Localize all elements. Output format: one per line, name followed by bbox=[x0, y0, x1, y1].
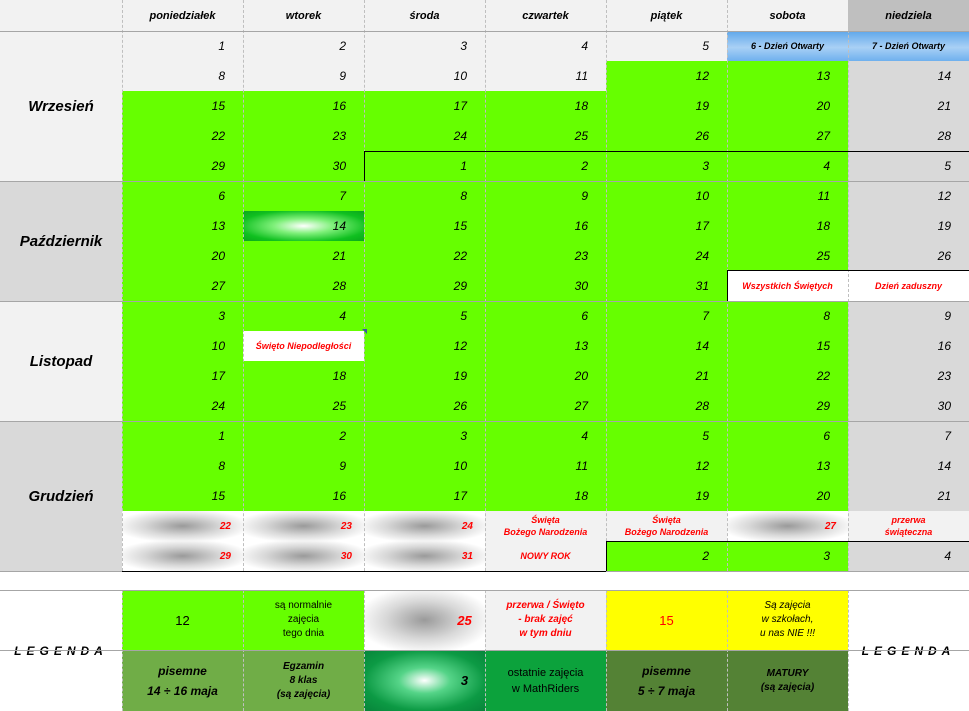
september-end-vborder bbox=[364, 151, 365, 181]
month-divider bbox=[0, 421, 969, 422]
day-cell-december-r0-c6: 7 bbox=[848, 421, 969, 451]
day-cell-october-r3-c1: 28 bbox=[243, 271, 364, 301]
day-cell-october-r0-c2: 8 bbox=[364, 181, 485, 211]
day-cell-september-r4-c2: 1 bbox=[364, 151, 485, 181]
day-cell-november-r1-c0: 10 bbox=[122, 331, 243, 361]
day-cell-december-r2-c3: 18 bbox=[485, 481, 606, 511]
day-cell-december-r0-c4: 5 bbox=[606, 421, 727, 451]
day-cell-september-r0-c0: 1 bbox=[122, 31, 243, 61]
day-cell-september-r3-c0: 22 bbox=[122, 121, 243, 151]
day-cell-november-r2-c4: 21 bbox=[606, 361, 727, 391]
day-cell-october-r0-c5: 11 bbox=[727, 181, 848, 211]
day-cell-september-r0-c3: 4 bbox=[485, 31, 606, 61]
day-cell-december-r3-c0: 22 bbox=[122, 511, 243, 541]
legend-holiday-desc: przerwa / Święto - brak zajęć w tym dniu bbox=[485, 590, 606, 650]
day-cell-november-r3-c1: 25 bbox=[243, 391, 364, 421]
day-cell-october-r3-c3: 30 bbox=[485, 271, 606, 301]
day-cell-october-r2-c6: 26 bbox=[848, 241, 969, 271]
legend-middle-border bbox=[0, 650, 969, 651]
day-cell-november-r0-c0: 3 bbox=[122, 301, 243, 331]
month-label-december: Grudzień bbox=[0, 421, 122, 571]
day-cell-october-r0-c3: 9 bbox=[485, 181, 606, 211]
day-cell-november-r1-c5: 15 bbox=[727, 331, 848, 361]
day-cell-december-r1-c1: 9 bbox=[243, 451, 364, 481]
day-cell-december-r2-c1: 16 bbox=[243, 481, 364, 511]
day-cell-october-r3-c0: 27 bbox=[122, 271, 243, 301]
day-cell-november-r2-c2: 19 bbox=[364, 361, 485, 391]
day-cell-november-r0-c3: 6 bbox=[485, 301, 606, 331]
day-cell-november-r2-c0: 17 bbox=[122, 361, 243, 391]
day-cell-november-r1-c2: 12 bbox=[364, 331, 485, 361]
day-cell-december-r3-c6: przerwa świąteczna bbox=[848, 511, 969, 541]
day-cell-september-r1-c3: 11 bbox=[485, 61, 606, 91]
day-cell-september-r1-c0: 8 bbox=[122, 61, 243, 91]
day-cell-december-r3-c3: Święta Bożego Narodzenia bbox=[485, 511, 606, 541]
legend-matura-written: pisemne 5 ÷ 7 maja bbox=[606, 650, 727, 711]
day-cell-december-r4-c5: 3 bbox=[727, 541, 848, 571]
december-end-border bbox=[606, 541, 969, 542]
day-cell-december-r0-c2: 3 bbox=[364, 421, 485, 451]
day-cell-december-r2-c0: 15 bbox=[122, 481, 243, 511]
day-cell-september-r4-c4: 3 bbox=[606, 151, 727, 181]
day-cell-november-r0-c4: 7 bbox=[606, 301, 727, 331]
day-cell-october-r2-c4: 24 bbox=[606, 241, 727, 271]
month-label-october: Październik bbox=[0, 181, 122, 301]
day-cell-november-r0-c2: 5 bbox=[364, 301, 485, 331]
day-cell-december-r4-c1: 30 bbox=[243, 541, 364, 571]
day-cell-october-r0-c0: 6 bbox=[122, 181, 243, 211]
day-cell-december-r3-c5: 27 bbox=[727, 511, 848, 541]
day-cell-october-r1-c3: 16 bbox=[485, 211, 606, 241]
day-cell-september-r1-c5: 13 bbox=[727, 61, 848, 91]
legend-last-sample: 3 bbox=[364, 650, 485, 711]
day-cell-september-r2-c6: 21 bbox=[848, 91, 969, 121]
day-cell-september-r0-c4: 5 bbox=[606, 31, 727, 61]
month-divider bbox=[0, 31, 969, 32]
day-cell-october-r0-c4: 10 bbox=[606, 181, 727, 211]
day-cell-september-r3-c3: 25 bbox=[485, 121, 606, 151]
day-cell-december-r2-c4: 19 bbox=[606, 481, 727, 511]
legend-matura-name: MATURY (są zajęcia) bbox=[727, 650, 848, 711]
day-cell-october-r2-c1: 21 bbox=[243, 241, 364, 271]
day-cell-september-r1-c1: 9 bbox=[243, 61, 364, 91]
day-cell-december-r4-c0: 29 bbox=[122, 541, 243, 571]
day-header-fri: piątek bbox=[606, 0, 727, 31]
day-cell-september-r2-c1: 16 bbox=[243, 91, 364, 121]
day-cell-november-r3-c4: 28 bbox=[606, 391, 727, 421]
day-cell-december-r1-c5: 13 bbox=[727, 451, 848, 481]
day-cell-november-r2-c5: 22 bbox=[727, 361, 848, 391]
december-bottom-border bbox=[122, 571, 606, 572]
legend-exam8-written: pisemne 14 ÷ 16 maja bbox=[122, 650, 243, 711]
september-end-border bbox=[364, 151, 969, 152]
day-cell-september-r2-c5: 20 bbox=[727, 91, 848, 121]
legend-normal-desc: są normalnie zajęcia tego dnia bbox=[243, 590, 364, 650]
day-header-wed: środa bbox=[364, 0, 485, 31]
day-cell-october-r2-c3: 23 bbox=[485, 241, 606, 271]
day-cell-december-r3-c4: Święta Bożego Narodzenia bbox=[606, 511, 727, 541]
day-cell-september-r4-c1: 30 bbox=[243, 151, 364, 181]
day-cell-december-r1-c3: 11 bbox=[485, 451, 606, 481]
day-header-thu: czwartek bbox=[485, 0, 606, 31]
day-cell-december-r0-c1: 2 bbox=[243, 421, 364, 451]
month-divider bbox=[0, 181, 969, 182]
column-divider bbox=[122, 0, 123, 571]
day-cell-september-r1-c6: 14 bbox=[848, 61, 969, 91]
day-cell-october-r2-c5: 25 bbox=[727, 241, 848, 271]
legend-label-right: LEGENDA bbox=[848, 590, 969, 711]
day-cell-november-r2-c1: 18 bbox=[243, 361, 364, 391]
day-cell-october-r2-c2: 22 bbox=[364, 241, 485, 271]
day-cell-december-r3-c2: 24 bbox=[364, 511, 485, 541]
day-cell-september-r2-c0: 15 bbox=[122, 91, 243, 121]
month-label-november: Listopad bbox=[0, 301, 122, 421]
day-cell-october-r3-c2: 29 bbox=[364, 271, 485, 301]
day-cell-november-r3-c0: 24 bbox=[122, 391, 243, 421]
day-cell-october-r1-c0: 13 bbox=[122, 211, 243, 241]
day-cell-september-r0-c6: 7 - Dzień Otwarty bbox=[848, 31, 969, 61]
day-cell-december-r0-c0: 1 bbox=[122, 421, 243, 451]
day-cell-september-r3-c2: 24 bbox=[364, 121, 485, 151]
day-cell-october-r2-c0: 20 bbox=[122, 241, 243, 271]
day-cell-october-r1-c6: 19 bbox=[848, 211, 969, 241]
day-cell-december-r4-c6: 4 bbox=[848, 541, 969, 571]
day-cell-november-r2-c6: 23 bbox=[848, 361, 969, 391]
column-divider bbox=[485, 0, 486, 571]
day-cell-november-r3-c3: 27 bbox=[485, 391, 606, 421]
day-cell-december-r2-c2: 17 bbox=[364, 481, 485, 511]
day-cell-december-r0-c5: 6 bbox=[727, 421, 848, 451]
day-cell-december-r1-c6: 14 bbox=[848, 451, 969, 481]
day-cell-november-r1-c1: Święto Niepodległości bbox=[243, 331, 364, 361]
legend-top-border bbox=[0, 590, 969, 591]
day-cell-september-r2-c2: 17 bbox=[364, 91, 485, 121]
day-cell-november-r0-c1: 4 bbox=[243, 301, 364, 331]
day-cell-november-r3-c5: 29 bbox=[727, 391, 848, 421]
day-cell-october-r3-c6: Dzień zaduszny bbox=[848, 271, 969, 301]
october-end-border bbox=[727, 270, 969, 271]
day-cell-december-r2-c5: 20 bbox=[727, 481, 848, 511]
day-cell-december-r1-c4: 12 bbox=[606, 451, 727, 481]
day-cell-september-r3-c5: 27 bbox=[727, 121, 848, 151]
legend-school-only-desc: Są zajęcia w szkołach, u nas NIE !!! bbox=[727, 590, 848, 650]
day-cell-december-r1-c0: 8 bbox=[122, 451, 243, 481]
legend-holiday-sample: 25 bbox=[364, 590, 485, 650]
day-cell-september-r4-c5: 4 bbox=[727, 151, 848, 181]
day-cell-november-r0-c5: 8 bbox=[727, 301, 848, 331]
day-cell-september-r0-c1: 2 bbox=[243, 31, 364, 61]
day-cell-december-r4-c2: 31 bbox=[364, 541, 485, 571]
day-cell-december-r3-c1: 23 bbox=[243, 511, 364, 541]
day-cell-september-r4-c3: 2 bbox=[485, 151, 606, 181]
legend-exam8-name: Egzamin 8 klas (są zajęcia) bbox=[243, 650, 364, 711]
month-divider bbox=[0, 301, 969, 302]
legend-last-desc: ostatnie zajęcia w MathRiders bbox=[485, 650, 606, 711]
legend-normal-sample: 12 bbox=[122, 590, 243, 650]
month-label-september: Wrzesień bbox=[0, 31, 122, 181]
day-cell-december-r0-c3: 4 bbox=[485, 421, 606, 451]
day-header-mon: poniedziałek bbox=[122, 0, 243, 31]
day-cell-december-r1-c2: 10 bbox=[364, 451, 485, 481]
day-cell-september-r0-c5: 6 - Dzień Otwarty bbox=[727, 31, 848, 61]
column-divider bbox=[848, 0, 849, 571]
day-cell-november-r1-c3: 13 bbox=[485, 331, 606, 361]
day-cell-september-r3-c1: 23 bbox=[243, 121, 364, 151]
day-cell-december-r4-c3: NOWY ROK bbox=[485, 541, 606, 571]
day-cell-october-r1-c4: 17 bbox=[606, 211, 727, 241]
comment-marker-icon bbox=[362, 329, 367, 334]
legend-label-left: LEGENDA bbox=[0, 590, 122, 711]
day-cell-november-r0-c6: 9 bbox=[848, 301, 969, 331]
day-cell-december-r2-c6: 21 bbox=[848, 481, 969, 511]
day-cell-september-r1-c4: 12 bbox=[606, 61, 727, 91]
day-cell-october-r1-c2: 15 bbox=[364, 211, 485, 241]
day-cell-november-r1-c4: 14 bbox=[606, 331, 727, 361]
legend-school-only-sample: 15 bbox=[606, 590, 727, 650]
day-cell-december-r4-c4: 2 bbox=[606, 541, 727, 571]
day-cell-november-r3-c6: 30 bbox=[848, 391, 969, 421]
day-cell-october-r3-c4: 31 bbox=[606, 271, 727, 301]
day-cell-september-r1-c2: 10 bbox=[364, 61, 485, 91]
day-cell-october-r1-c5: 18 bbox=[727, 211, 848, 241]
column-divider bbox=[606, 0, 607, 571]
day-cell-november-r3-c2: 26 bbox=[364, 391, 485, 421]
day-header-sat: sobota bbox=[727, 0, 848, 31]
day-cell-october-r0-c6: 12 bbox=[848, 181, 969, 211]
day-cell-september-r2-c3: 18 bbox=[485, 91, 606, 121]
day-cell-september-r3-c4: 26 bbox=[606, 121, 727, 151]
day-cell-september-r2-c4: 19 bbox=[606, 91, 727, 121]
day-cell-november-r1-c6: 16 bbox=[848, 331, 969, 361]
day-cell-september-r3-c6: 28 bbox=[848, 121, 969, 151]
october-end-vborder bbox=[727, 270, 728, 301]
day-cell-september-r0-c2: 3 bbox=[364, 31, 485, 61]
day-cell-september-r4-c6: 5 bbox=[848, 151, 969, 181]
day-cell-october-r0-c1: 7 bbox=[243, 181, 364, 211]
corner-cell bbox=[0, 0, 122, 31]
column-divider bbox=[364, 0, 365, 571]
day-cell-september-r4-c0: 29 bbox=[122, 151, 243, 181]
december-end-vborder bbox=[606, 541, 607, 571]
column-divider bbox=[243, 0, 244, 571]
day-cell-november-r2-c3: 20 bbox=[485, 361, 606, 391]
day-cell-october-r3-c5: Wszystkich Świętych bbox=[727, 271, 848, 301]
day-cell-october-r1-c1: 14 bbox=[243, 211, 364, 241]
day-header-tue: wtorek bbox=[243, 0, 364, 31]
day-header-sun: niedziela bbox=[848, 0, 969, 31]
